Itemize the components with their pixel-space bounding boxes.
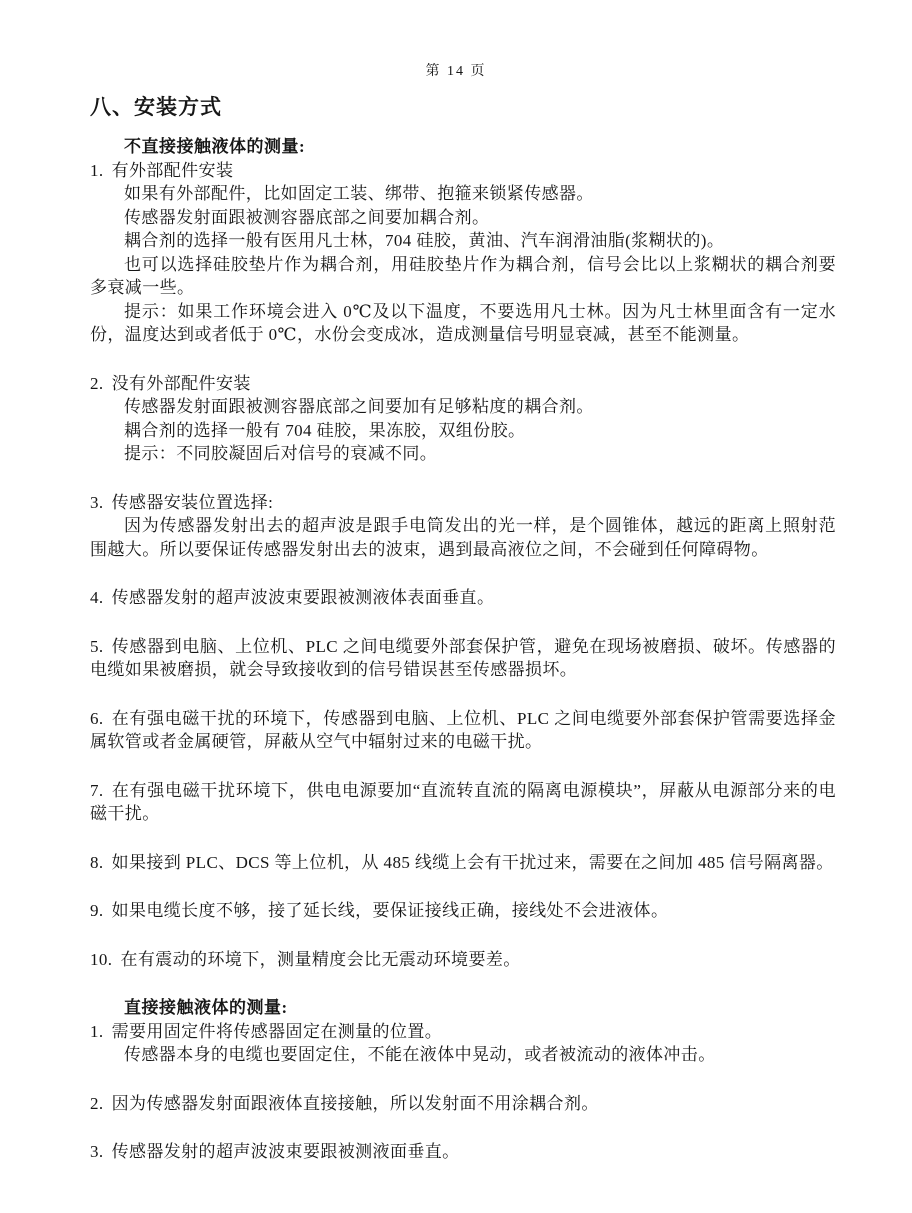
item-number: 3.: [90, 1142, 104, 1161]
item-line: [90, 899, 836, 923]
item-number: 6.: [90, 708, 104, 728]
item-paragraph: 耦合剂的选择一般有 704 硅胶，果冻胶，双组份胶。: [124, 420, 526, 440]
list-item: [90, 491, 836, 562]
list-item: [90, 779, 836, 826]
item-line: [90, 948, 836, 972]
item-text: 没有外部配件安装: [111, 373, 251, 393]
item-line: [90, 372, 836, 396]
item-line: [90, 707, 836, 754]
item-line: [90, 586, 836, 610]
item-number: 1.: [90, 1021, 104, 1041]
document-title: 八、安装方式: [90, 95, 222, 119]
item-paragraph: 如果有外部配件，比如固定工装、绑带、抱箍来锁紧传感器。: [124, 184, 594, 203]
item-number: 10.: [90, 949, 113, 969]
item-number: 9.: [90, 901, 104, 920]
list-item: [90, 948, 836, 972]
list-item: [90, 851, 836, 875]
item-line: [90, 779, 836, 826]
item-text: 传感器安装位置选择:: [111, 492, 274, 512]
page-number: 第 14 页: [425, 64, 487, 79]
item-text: 如果电缆长度不够，接了延长线，要保证接线正确，接线处不会进液体。: [111, 901, 669, 920]
list-item: [90, 899, 836, 923]
item-text: 在有强电磁干扰环境下，供电电源要加“直流转直流的隔离电源模块”，屏蔽从电源部分来的电磁干扰。: [90, 780, 836, 823]
item-line: [90, 159, 836, 183]
item-paragraph: 传感器发射面跟被测容器底部之间要加有足够粘度的耦合剂。: [124, 397, 594, 416]
section-heading: 直接接触液体的测量:: [124, 998, 288, 1017]
item-number: 3.: [90, 492, 104, 512]
list-item: [90, 1020, 836, 1067]
item-number: 7.: [90, 780, 104, 800]
item-text: 需要用固定件将传感器固定在测量的位置。: [111, 1021, 443, 1041]
item-text: 在有震动的环境下，测量精度会比无震动环境要差。: [120, 949, 521, 969]
list-item: [90, 159, 836, 347]
document-body: [90, 135, 836, 1164]
section-non-contact-measurement: [90, 135, 836, 971]
section-contact-measurement: [90, 996, 836, 1164]
list-item: [90, 586, 836, 610]
list-item: [90, 707, 836, 754]
item-line: [90, 1020, 836, 1044]
item-paragraph: 传感器本身的电缆也要固定住，不能在液体中晃动，或者被流动的液体冲击。: [124, 1045, 716, 1064]
item-line: [90, 1092, 836, 1116]
item-paragraph: 耦合剂的选择一般有医用凡士林，704 硅胶，黄油、汽车润滑油脂(浆糊状的)。: [124, 231, 725, 250]
item-text: 如果接到 PLC、DCS 等上位机，从 485 线缆上会有干扰过来，需要在之间加 485 信号隔离器。: [111, 852, 834, 872]
item-text: 有外部配件安装: [111, 160, 234, 180]
item-text: 传感器到电脑、上位机、PLC 之间电缆要外部套保护管，避免在现场被磨损、破坏。传感器的电缆如果被磨损，就会导致接收到的信号错误甚至传感器损坏。: [90, 636, 836, 679]
item-number: 8.: [90, 852, 104, 872]
item-line: [90, 491, 836, 515]
item-number: 2.: [90, 373, 104, 393]
item-number: 1.: [90, 160, 104, 180]
list-item: [90, 1092, 836, 1116]
list-item: [90, 635, 836, 682]
list-item: [90, 1140, 836, 1164]
list-item: [90, 372, 836, 466]
item-number: 2.: [90, 1093, 104, 1113]
item-paragraph: 传感器发射面跟被测容器底部之间要加耦合剂。: [124, 207, 490, 227]
item-paragraph: 提示：如果工作环境会进入 0℃及以下温度，不要选用凡士林。因为凡士林里面含有一定水份，温度达到或者低于 0℃，水份会变成冰，造成测量信号明显衰减，甚至不能测量。: [90, 301, 836, 344]
item-paragraph: 也可以选择硅胶垫片作为耦合剂，用硅胶垫片作为耦合剂，信号会比以上浆糊状的耦合剂要多衰减一些。: [90, 254, 836, 297]
item-text: 因为传感器发射面跟液体直接接触，所以发射面不用涂耦合剂。: [111, 1093, 599, 1113]
item-text: 传感器发射的超声波波束要跟被测液体表面垂直。: [111, 588, 495, 607]
section-heading: 不直接接触液体的测量:: [124, 137, 306, 156]
item-number: 5.: [90, 636, 104, 656]
item-paragraph: 因为传感器发射出去的超声波是跟手电筒发出的光一样，是个圆锥体，越远的距离上照射范围越大。所以要保证传感器发射出去的波束，遇到最高液位之间，不会碰到任何障碍物。: [90, 516, 836, 559]
item-text: 传感器发射的超声波波束要跟被测液面垂直。: [111, 1142, 460, 1161]
item-paragraph: 提示：不同胶凝固后对信号的衰减不同。: [124, 444, 438, 463]
item-line: [90, 635, 836, 682]
item-line: [90, 851, 836, 875]
item-number: 4.: [90, 588, 104, 607]
item-line: [90, 1140, 836, 1164]
item-text: 在有强电磁干扰的环境下，传感器到电脑、上位机、PLC 之间电缆要外部套保护管需要选择金属软管或者金属硬管，屏蔽从空气中辐射过来的电磁干扰。: [90, 708, 836, 751]
